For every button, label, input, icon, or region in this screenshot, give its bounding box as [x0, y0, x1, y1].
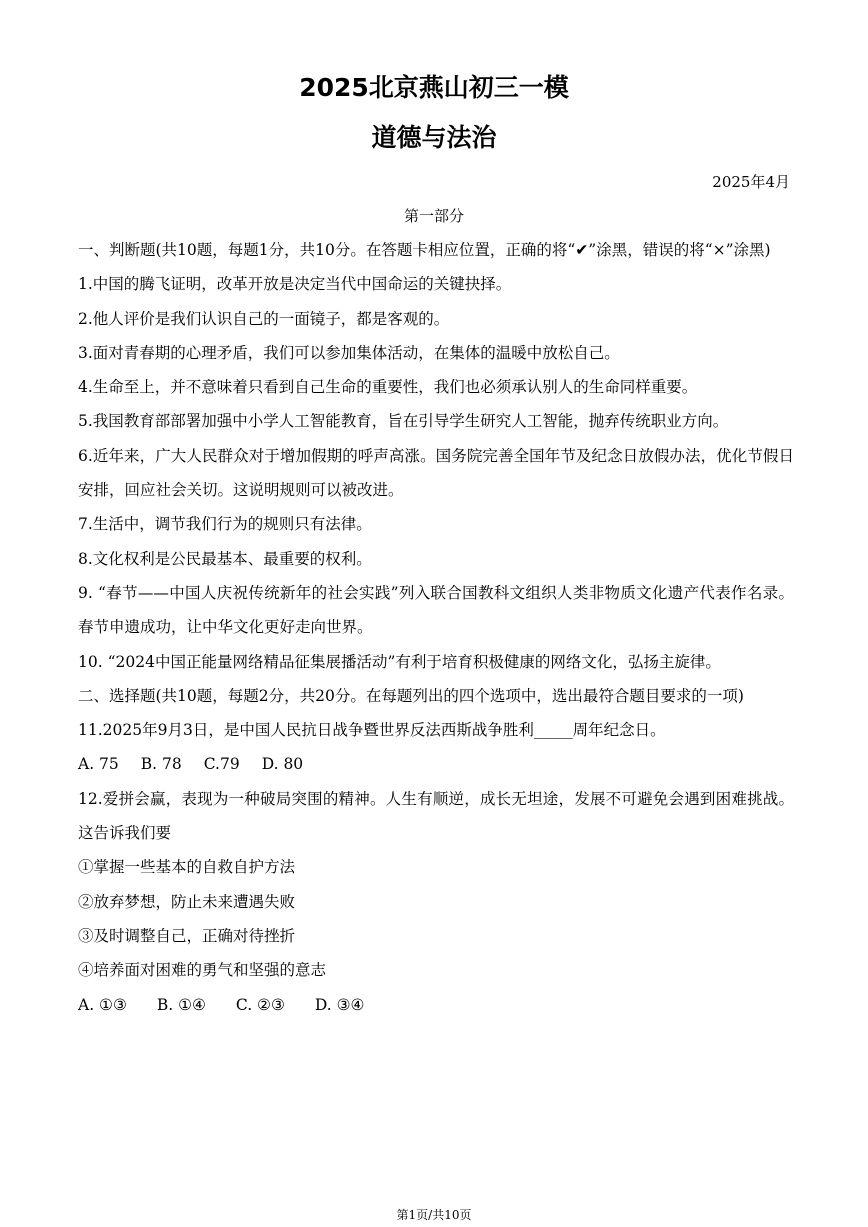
q11-option-d: D. 80	[261, 755, 304, 774]
judge-item-10: 10. “2024中国正能量网络精品征集展播活动”有利于培育积极健康的网络文化，弘扬主旋律。	[78, 652, 721, 671]
judge-item-8: 8.文化权利是公民最基本、最重要的权利。	[78, 549, 372, 568]
page-number: 第1页/共10页	[396, 1208, 472, 1222]
q12-option-b: B. ①④	[156, 995, 206, 1014]
q12-statement-2: ②放弃梦想，防止未来遭遇失败	[78, 892, 296, 911]
q11-stem: 11.2025年9月3日，是中国人民抗日战争暨世界反法西斯战争胜利_____周年纪念日。	[78, 721, 666, 740]
q11-option-a: A. 75	[78, 755, 119, 774]
q11-option-b: B. 78	[140, 755, 182, 774]
q12-statement-1: ①掌握一些基本的自救自护方法	[78, 858, 296, 877]
exam-title: 2025北京燕山初三一模	[299, 73, 569, 102]
section2-heading: 二、选择题(共10题，每题2分，共20分。在每题列出的四个选项中，选出最符合题目要求的一项)	[78, 686, 744, 705]
judge-item-1: 1.中国的腾飞证明，改革开放是决定当代中国命运的关键抉择。	[78, 275, 512, 294]
exam-body	[78, 233, 794, 1022]
part-heading: 第一部分	[403, 207, 464, 225]
q12-statement-3: ③及时调整自己，正确对待挫折	[78, 926, 296, 945]
q11-option-c: C.79	[203, 755, 240, 774]
q12-option-a: A. ①③	[78, 995, 127, 1014]
exam-date: 2025年4月	[712, 173, 790, 191]
judge-item-3: 3.面对青春期的心理矛盾，我们可以参加集体活动，在集体的温暖中放松自己。	[78, 343, 620, 362]
q12-statement-4: ④培养面对困难的勇气和坚强的意志	[78, 961, 327, 980]
q12-option-d: D. ③④	[314, 995, 365, 1014]
exam-subject: 道德与法治	[371, 123, 497, 152]
judge-item-4: 4.生命至上，并不意味着只看到自己生命的重要性，我们也必须承认别人的生命同样重要。	[78, 378, 698, 397]
q11-options	[78, 747, 794, 781]
judge-item-6: 6.近年来，广大人民群众对于增加假期的呼声高涨。国务院完善全国年节及纪念日放假办法，优化节假日安排，回应社会关切。这说明规则可以被改进。	[78, 446, 794, 500]
judge-item-2: 2.他人评价是我们认识自己的一面镜子，都是客观的。	[78, 309, 450, 328]
judge-item-7: 7.生活中，调节我们行为的规则只有法律。	[78, 515, 372, 534]
judge-item-5: 5.我国教育部部署加强中小学人工智能教育，旨在引导学生研究人工智能，抛弃传统职业方向。	[78, 412, 729, 431]
judge-item-9: 9. “春节——中国人庆祝传统新年的社会实践”列入联合国教科文组织人类非物质文化遗产代表作名录。春节申遗成功，让中华文化更好走向世界。	[78, 583, 794, 637]
section1-heading: 一、判断题(共10题，每题1分，共10分。在答题卡相应位置，正确的将“✔”涂黑，错误的将“×”涂黑)	[78, 241, 771, 259]
q12-option-c: C. ②③	[235, 995, 285, 1014]
q12-options	[78, 988, 794, 1022]
q12-stem: 12.爱拼会赢，表现为一种破局突围的精神。人生有顺逆，成长无坦途，发展不可避免会遇到困难挑战。这告诉我们要	[78, 789, 794, 843]
